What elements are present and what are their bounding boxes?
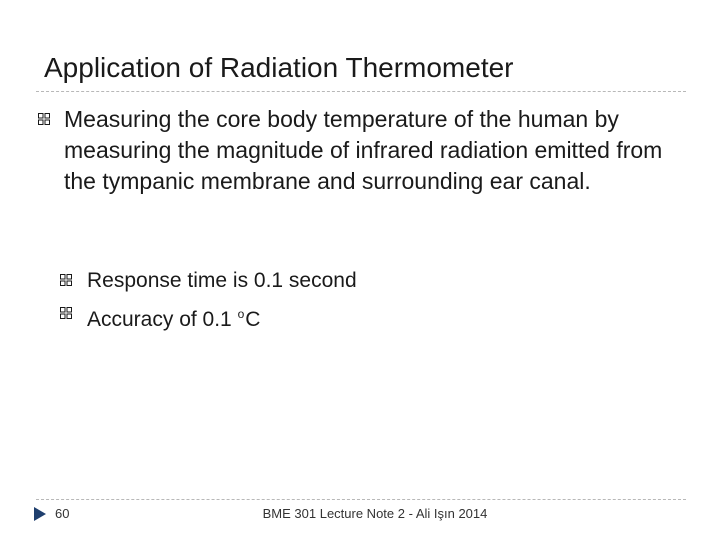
accuracy-prefix: Accuracy of 0.1 (87, 308, 238, 331)
square-bullet-icon (38, 113, 50, 125)
degree-superscript: o (237, 307, 245, 321)
accuracy-unit: C (245, 308, 261, 331)
footer-divider (36, 499, 686, 500)
square-bullet-icon (60, 274, 72, 286)
footer-text: BME 301 Lecture Note 2 - Ali Işın 2014 (262, 506, 488, 521)
title-divider (36, 91, 686, 92)
slide-title: Application of Radiation Thermometer (44, 52, 514, 83)
main-bullet-text: Measuring the core body temperature of the human by measuring the magnitude of infrared radiation emitted from the tympanic membrane and surrounding ear canal. (64, 106, 663, 194)
page-number: 60 (55, 506, 70, 521)
sub-bullet-response-time: Response time is 0.1 second (87, 269, 357, 292)
sub-bullet-accuracy (87, 301, 260, 333)
square-bullet-icon (60, 307, 72, 319)
